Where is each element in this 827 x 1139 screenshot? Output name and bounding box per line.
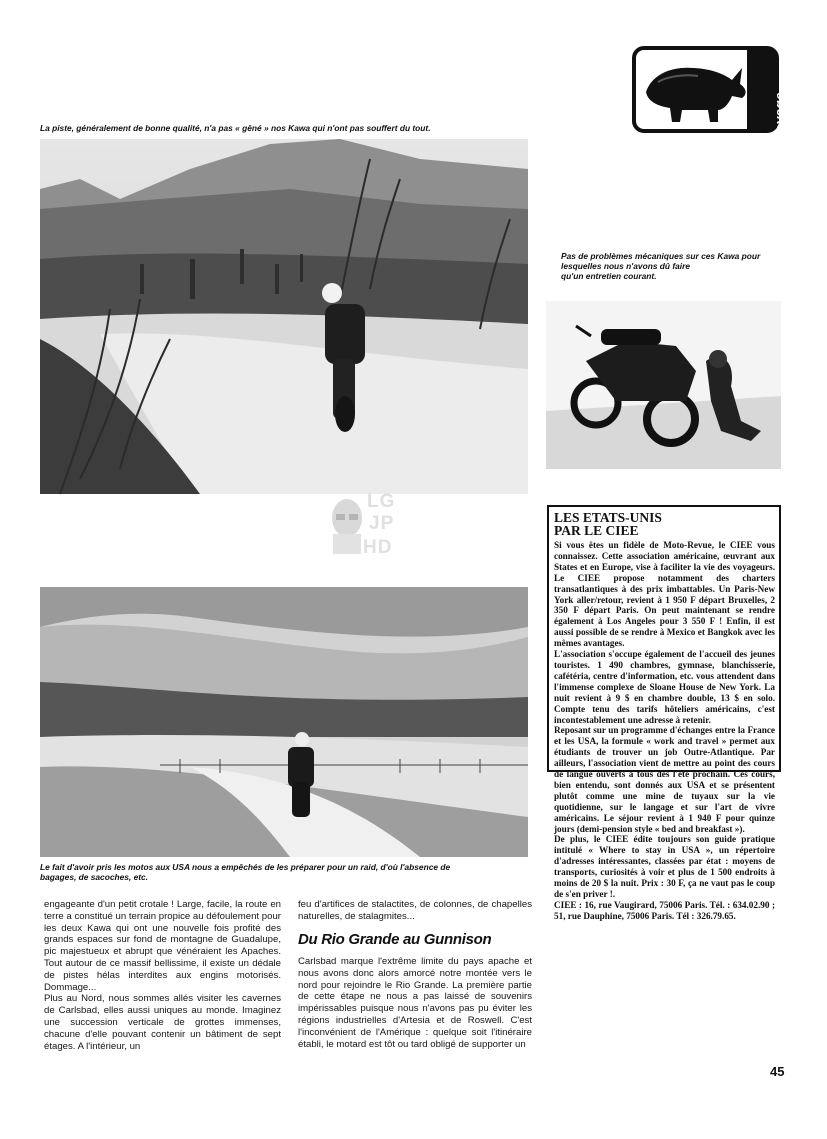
sidebar-paragraph: Reposant sur un programme d'échanges entre la France et les USA, la formule « work and travel » permet aux étudiants de trouver un job Outre-Atlantique. Par ailleurs, l'association vient de mettre au point des cours de langue ouverts à tous dès l'été prochain. Ces cours, bien entendu, sont donnés aux USA et se présentent plutôt comme une mine de tuyaux sur la vie quotidienne, sur le langage et sur l'art de vivre américains. Le séjour revient à 1 940 F pour quinze jours (demi-pension style « bed and breakfast »).	[554, 725, 775, 834]
sidebar-paragraph: L'association s'occupe également de l'accueil des jeunes touristes. 1 490 chambres, gymnase, blanchisserie, cafétéria, centre d'information, etc. vous attendent dans l'immense complexe de Sloane House de New York. La nuit revient à 9 $ en chambre double, 13 $ en solo. Compte tenu des tarifs hôteliers américains, c'est incontestablement une adresse à retenir.	[554, 649, 775, 725]
sidebar-title	[554, 511, 775, 537]
motorcycle-maintenance-photo	[546, 301, 781, 469]
article-column-1	[44, 899, 281, 1052]
paragraph: Carlsbad marque l'extrême limite du pays apache et nous avons donc alors amorcé notre montée vers le nord pour rejoindre le Rio Grande. La première partie de cette étape ne nous a pas laissé de souvenirs impérissables puisque nous n'avons pas pu éviter les régions industrielles d'Artesia et de Roswell. C'est l'inconvénient de l'Amérique : quelque soit l'itinéraire établi, le motard est tôt ou tard obligé de supporter un	[298, 956, 532, 1050]
watermark-line: HD	[363, 537, 393, 558]
right-caption-line: qu'un entretien courant.	[561, 271, 657, 281]
bottom-photo-caption	[40, 862, 528, 882]
article-column-2	[298, 899, 532, 923]
right-caption-line: lesquelles nous n'avons dû faire	[561, 261, 691, 271]
sidebar-text	[554, 540, 775, 922]
sidebar-paragraph: CIEE : 16, rue Vaugirard, 75006 Paris. Tél. : 634.02.90 ; 51, rue Dauphine, 75006 Paris. Tél : 326.79.65.	[554, 899, 775, 921]
bottom-caption-line: Le fait d'avoir pris les motos aux USA nous a empêchés de les préparer pour un raid, d'où l'absence de	[40, 862, 451, 872]
portrait-icon	[327, 494, 367, 554]
voyage-logo	[632, 46, 787, 141]
sidebar-paragraph: De plus, le CIEE édite toujours son guide pratique intitulé « Where to stay in USA », un répertoire d'adresses intéressantes, classées par état : moyens de transports, curiosités à voir et plus de 1 500 endroits à moins de 20 $ la nuit. Prix : 30 F, ça ne vaut pas le coup de s'en priver !.	[554, 834, 775, 899]
paragraph: Plus au Nord, nous sommes allés visiter les cavernes de Carlsbad, elles aussi uniques au monde. Imaginez une succession verticale de grottes immenses, chacune d'elle pouvant contenir un bâtiment de sept étages. A l'intérieur, un	[44, 993, 281, 1052]
right-photo-caption	[561, 251, 781, 281]
sidebar-title-line: LES ETATS-UNIS	[554, 510, 662, 525]
bottom-caption-line: bagages, de sacoches, etc.	[40, 872, 148, 882]
ciee-sidebar	[547, 505, 781, 921]
sidebar-paragraph: Si vous êtes un fidèle de Moto-Revue, le CIEE vous connaissez. Cette association américaine, œuvrant aux States et en Europe, vise à faciliter la vie des voyageurs. Le CIEE propose notamment des charters transatlantiques à des prix imbattables. Un Paris-New York aller/retour, revient à 1 950 F départ Bruxelles, 2 350 F départ Paris. On peut maintenant se rendre également à Los Angeles pour 3 550 F ! Enfin, il est aussi possible de se rendre à Mexico et Bangkok avec les mêmes avantages.	[554, 540, 775, 649]
sidebar-title-line: PAR LE CIEE	[554, 523, 639, 538]
article-column-2-text	[298, 956, 532, 1050]
paragraph: engageante d'un petit crotale ! Large, facile, la route en terre a constitué un terrain propice au défoulement pour les deux Kawa qui ont une nouvelle fois profité des grands espaces sur fond de montagne de Guadalupe, pic majestueux et abrupt que vénéraient les Apaches. Tout autour de ce massif bellissime, il existe un dédale de pistes hélas interdites aux engins motorisés. Dommage...	[44, 899, 281, 993]
watermark	[325, 486, 407, 566]
section-heading: Du Rio Grande au Gunnison	[298, 931, 492, 948]
right-caption-line: Pas de problèmes mécaniques sur ces Kawa pour	[561, 251, 761, 261]
rhino-icon	[638, 52, 753, 131]
paragraph: feu d'artifices de stalactites, de colonnes, de chapelles naturelles, de stalagmites...	[298, 899, 532, 922]
page-number: 45	[770, 1064, 785, 1079]
hills-rider-photo	[40, 587, 528, 857]
top-photo-caption: La piste, généralement de bonne qualité, n'a pas « gêné » nos Kawa qui n'ont pas souffert du tout.	[40, 123, 431, 133]
desert-road-photo	[40, 139, 528, 494]
watermark-line: LG	[367, 491, 396, 512]
logo-word: voyage	[771, 92, 787, 141]
watermark-line: JP	[369, 513, 395, 534]
